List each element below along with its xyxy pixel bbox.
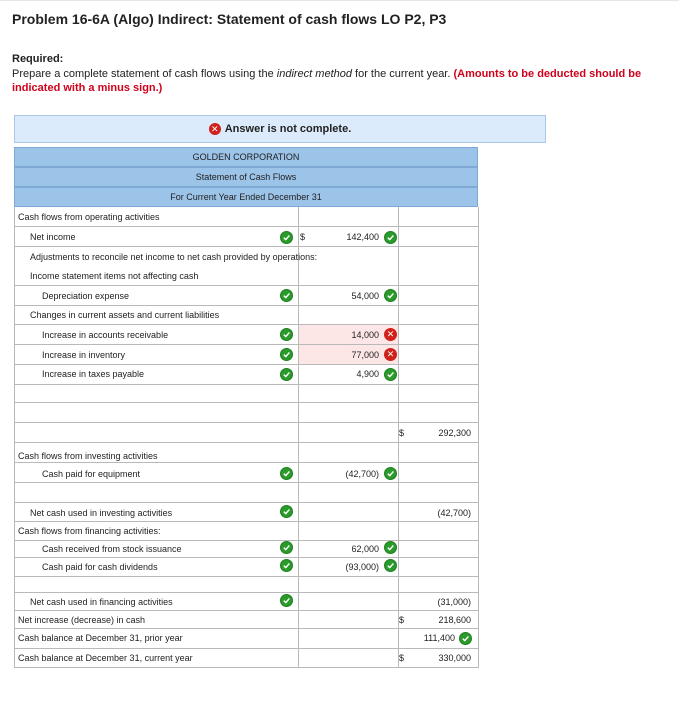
- adjustments-row: Adjustments to reconcile net income to net cash provided by operations:: [30, 252, 318, 262]
- financing-heading-row: Cash flows from financing activities:: [18, 526, 161, 536]
- investing-total-row: Net cash used in investing activities (42,700): [14, 504, 479, 522]
- correct-check-icon: [384, 368, 397, 381]
- correct-check-icon: [384, 289, 397, 302]
- correct-check-icon: [384, 559, 397, 572]
- incorrect-icon: ✕: [209, 123, 221, 135]
- financing-total-row: Net cash used in financing activities (31,000): [14, 593, 479, 611]
- correct-check-icon: [280, 505, 293, 518]
- net-income-row: Net income $ 142,400: [14, 228, 479, 246]
- correct-check-icon: [280, 559, 293, 572]
- operating-total-value: 292,300: [438, 428, 471, 438]
- financing-total-value: (31,000): [437, 597, 471, 607]
- blank-row[interactable]: [14, 403, 479, 421]
- statement-name: Statement of Cash Flows: [14, 167, 478, 187]
- incorrect-icon: ✕: [384, 328, 397, 341]
- changes-heading-row: Changes in current assets and current liabilities: [30, 310, 220, 320]
- correct-check-icon: [280, 289, 293, 302]
- blank-row[interactable]: [14, 576, 479, 594]
- blank-row[interactable]: [14, 385, 479, 403]
- instructions: Prepare a complete statement of cash flows using the indirect method for the current year. (Amounts to be deducted should be indicated with a minus sign.): [12, 68, 642, 94]
- correct-check-icon: [280, 368, 293, 381]
- operating-total-row: $ 292,300: [399, 428, 471, 438]
- net-change-row: Net increase (decrease) in cash $ 218,600: [18, 615, 471, 625]
- operating-heading-row: Cash flows from operating activities: [18, 212, 160, 222]
- taxes-payable-row: Increase in taxes payable 4,900: [14, 365, 479, 383]
- investing-heading-row: Cash flows from investing activities: [18, 451, 158, 461]
- blank-row[interactable]: [14, 484, 479, 502]
- equipment-input[interactable]: (42,700): [345, 469, 379, 479]
- correct-check-icon: [280, 594, 293, 607]
- taxes-payable-input[interactable]: 4,900: [356, 369, 379, 379]
- dividends-input[interactable]: (93,000): [345, 562, 379, 572]
- dividends-row: Cash paid for cash dividends (93,000): [14, 558, 479, 576]
- net-change-value: 218,600: [438, 615, 471, 625]
- prior-balance-input[interactable]: 111,400: [423, 633, 455, 643]
- correct-check-icon: [384, 231, 397, 244]
- required-label: Required:: [12, 53, 64, 65]
- net-income-input[interactable]: 142,400: [346, 232, 379, 242]
- current-balance-row: Cash balance at December 31, current year $ 330,000: [18, 653, 471, 663]
- investing-total-value: (42,700): [437, 508, 471, 518]
- depreciation-row: Depreciation expense 54,000: [14, 287, 479, 305]
- answer-status-banner: [14, 115, 546, 143]
- accounts-receivable-row: Increase in accounts receivable 14,000 ✕: [14, 326, 479, 344]
- cash-flow-table: [14, 207, 479, 668]
- accounts-receivable-input[interactable]: 14,000: [351, 330, 379, 340]
- company-name: GOLDEN CORPORATION: [14, 147, 478, 167]
- correct-check-icon: [280, 467, 293, 480]
- noncash-heading-row: Income statement items not affecting cash: [30, 271, 199, 281]
- correct-check-icon: [459, 632, 472, 645]
- page-title: Problem 16-6A (Algo) Indirect: Statement of cash flows LO P2, P3: [12, 11, 447, 27]
- stock-issuance-input[interactable]: 62,000: [351, 544, 379, 554]
- incorrect-icon: ✕: [384, 348, 397, 361]
- statement-period: For Current Year Ended December 31: [14, 187, 478, 207]
- stock-issuance-row: Cash received from stock issuance 62,000: [14, 540, 479, 558]
- correct-check-icon: [280, 231, 293, 244]
- current-balance-value: 330,000: [438, 653, 471, 663]
- correct-check-icon: [280, 348, 293, 361]
- equipment-row: Cash paid for equipment (42,700): [14, 464, 479, 482]
- inventory-row: Increase in inventory 77,000 ✕: [14, 346, 479, 364]
- top-divider: [0, 0, 679, 3]
- inventory-input[interactable]: 77,000: [351, 350, 379, 360]
- answer-status-text: Answer is not complete.: [224, 123, 352, 135]
- correct-check-icon: [384, 467, 397, 480]
- prior-balance-row: Cash balance at December 31, prior year 111,400: [14, 629, 479, 647]
- correct-check-icon: [280, 328, 293, 341]
- correct-check-icon: [384, 541, 397, 554]
- correct-check-icon: [280, 541, 293, 554]
- depreciation-input[interactable]: 54,000: [351, 291, 379, 301]
